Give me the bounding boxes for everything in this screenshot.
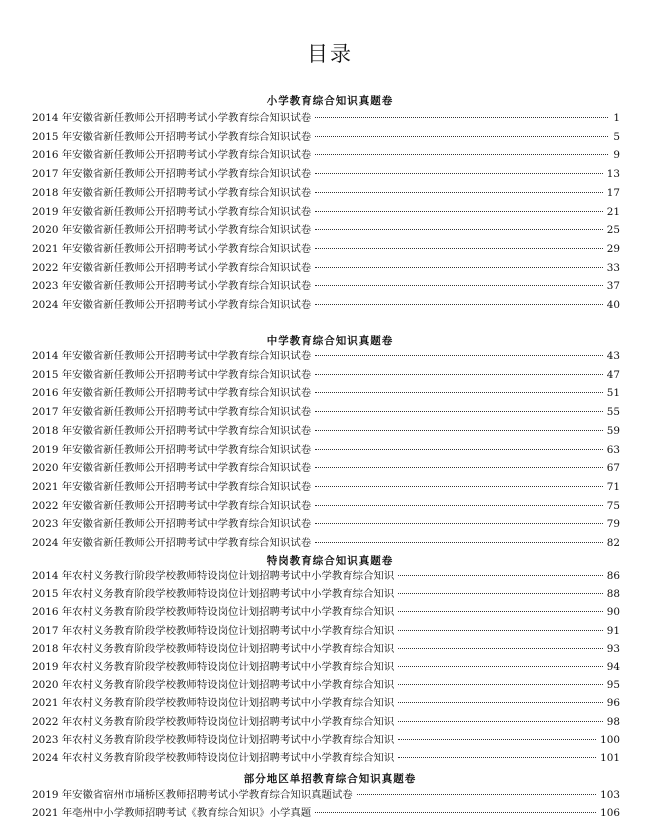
- toc-entry-title: 2017 年安徽省新任教师公开招聘考试小学教育综合知识试卷: [32, 168, 312, 181]
- dot-leader: [398, 575, 603, 576]
- dot-leader: [315, 248, 603, 249]
- toc-entry-title: 2016 年农村义务教育阶段学校教师特设岗位计划招聘考试中小学教育综合知识: [32, 606, 395, 619]
- toc-entry[interactable]: [32, 640, 620, 656]
- toc-entry[interactable]: [32, 259, 620, 275]
- toc-entry[interactable]: [32, 515, 620, 531]
- toc-entry-title: 2019 年安徽省新任教师公开招聘考试小学教育综合知识试卷: [32, 205, 312, 218]
- dot-leader: [398, 593, 603, 594]
- dot-leader: [315, 285, 603, 286]
- dot-leader: [315, 411, 603, 412]
- dot-leader: [398, 684, 603, 685]
- toc-entry-title: 2019 年安徽省新任教师公开招聘考试中学教育综合知识试卷: [32, 443, 312, 456]
- toc-entry-page-number: 40: [606, 299, 620, 311]
- toc-entry-page-number: 101: [600, 752, 620, 764]
- dot-leader: [398, 702, 603, 703]
- toc-entry-title: 2024 年农村义务教育阶段学校教师特设岗位计划招聘考试中小学教育综合知识: [32, 752, 395, 764]
- page-title: 目录: [307, 42, 353, 66]
- dot-leader: [315, 136, 608, 137]
- dot-leader: [315, 374, 603, 375]
- dot-leader: [315, 467, 603, 468]
- toc-entry[interactable]: [32, 497, 620, 513]
- toc-entry-page-number: 63: [606, 443, 620, 456]
- toc-entry-page-number: 43: [606, 350, 620, 362]
- dot-leader: [398, 611, 603, 612]
- toc-entry[interactable]: [32, 277, 620, 293]
- toc-entry[interactable]: [32, 384, 620, 400]
- toc-entry-page-number: 75: [606, 499, 620, 512]
- toc-entry-page-number: 55: [606, 406, 620, 419]
- toc-entry-title: 2022 年农村义务教育阶段学校教师特设岗位计划招聘考试中小学教育综合知识: [32, 715, 395, 728]
- toc-entry[interactable]: [32, 347, 620, 363]
- dot-leader: [398, 630, 603, 631]
- toc-entry-page-number: 37: [606, 280, 620, 293]
- toc-entry[interactable]: [32, 478, 620, 494]
- dot-leader: [315, 523, 603, 524]
- toc-entry-page-number: 47: [606, 368, 620, 381]
- toc-entry-page-number: 79: [606, 518, 620, 531]
- dot-leader: [315, 173, 603, 174]
- dot-leader: [315, 304, 603, 305]
- toc-entry[interactable]: [32, 567, 620, 583]
- toc-entry[interactable]: [32, 221, 620, 237]
- toc-entry[interactable]: [32, 749, 620, 765]
- dot-leader: [315, 267, 603, 268]
- toc-entry-page-number: 59: [606, 424, 620, 437]
- dot-leader: [315, 192, 603, 193]
- toc-entry-title: 2023 年安徽省新任教师公开招聘考试中学教育综合知识试卷: [32, 518, 312, 531]
- toc-entry-page-number: 91: [606, 624, 620, 637]
- toc-entry[interactable]: [32, 534, 620, 550]
- toc-entry-page-number: 1: [613, 112, 620, 124]
- dot-leader: [315, 505, 603, 506]
- toc-entry[interactable]: [32, 296, 620, 312]
- toc-entry[interactable]: [32, 459, 620, 475]
- section-heading: 特岗教育综合知识真题卷: [266, 555, 394, 567]
- toc-entry-page-number: 13: [606, 168, 620, 181]
- dot-leader: [398, 757, 596, 758]
- toc-entry-title: 2020 年安徽省新任教师公开招聘考试小学教育综合知识试卷: [32, 224, 312, 237]
- toc-entry[interactable]: [32, 184, 620, 200]
- toc-entry-page-number: 103: [600, 789, 620, 801]
- toc-entry-title: 2017 年农村义务教育阶段学校教师特设岗位计划招聘考试中小学教育综合知识: [32, 624, 395, 637]
- toc-entry-page-number: 33: [606, 261, 620, 274]
- toc-entry[interactable]: [32, 366, 620, 382]
- toc-entry[interactable]: [32, 128, 620, 144]
- toc-entry-title: 2021 年农村义务教育阶段学校教师特设岗位计划招聘考试中小学教育综合知识: [32, 697, 395, 710]
- toc-entry-page-number: 88: [606, 588, 620, 601]
- toc-entry-page-number: 90: [606, 606, 620, 619]
- section-heading: 小学教育综合知识真题卷: [266, 95, 394, 107]
- toc-entry-title: 2020 年安徽省新任教师公开招聘考试中学教育综合知识试卷: [32, 462, 312, 475]
- toc-entry[interactable]: [32, 403, 620, 419]
- toc-entry[interactable]: [32, 676, 620, 692]
- toc-entry-title: 2020 年农村义务教育阶段学校教师特设岗位计划招聘考试中小学教育综合知识: [32, 679, 395, 692]
- dot-leader: [398, 721, 603, 722]
- toc-entry[interactable]: [32, 603, 620, 619]
- dot-leader: [315, 812, 596, 813]
- toc-entry-page-number: 71: [606, 480, 620, 493]
- toc-entry-title: 2015 年安徽省新任教师公开招聘考试小学教育综合知识试卷: [32, 130, 312, 143]
- toc-entry-title: 2016 年安徽省新任教师公开招聘考试小学教育综合知识试卷: [32, 149, 312, 162]
- toc-entry-page-number: 21: [606, 205, 620, 218]
- toc-entry-page-number: 25: [606, 224, 620, 237]
- toc-entry-page-number: 98: [606, 715, 620, 728]
- dot-leader: [315, 542, 603, 543]
- toc-entry-title: 2015 年安徽省新任教师公开招聘考试中学教育综合知识试卷: [32, 368, 312, 381]
- dot-leader: [398, 666, 603, 667]
- section-heading: 中学教育综合知识真题卷: [266, 335, 394, 347]
- toc-entry-title: 2019 年安徽省宿州市埇桥区教师招聘考试小学教育综合知识真题试卷: [32, 789, 353, 801]
- dot-leader: [315, 430, 603, 431]
- toc-entry[interactable]: [32, 658, 620, 674]
- toc-entry[interactable]: [32, 804, 620, 820]
- dot-leader: [315, 154, 608, 155]
- toc-entry-page-number: 100: [600, 733, 620, 746]
- toc-entry-page-number: 17: [606, 186, 620, 199]
- toc-entry[interactable]: [32, 165, 620, 181]
- toc-entry[interactable]: [32, 731, 620, 747]
- dot-leader: [315, 486, 603, 487]
- toc-entry-title: 2024 年安徽省新任教师公开招聘考试中学教育综合知识试卷: [32, 537, 312, 549]
- toc-entry[interactable]: [32, 109, 620, 125]
- toc-entry-page-number: 82: [606, 537, 620, 549]
- dot-leader: [315, 229, 603, 230]
- dot-leader: [398, 648, 603, 649]
- toc-entry-page-number: 86: [606, 570, 620, 582]
- toc-entry-title: 2023 年安徽省新任教师公开招聘考试小学教育综合知识试卷: [32, 280, 312, 293]
- toc-entry-title: 2015 年农村义务教育阶段学校教师特设岗位计划招聘考试中小学教育综合知识: [32, 588, 395, 601]
- toc-entry-title: 2022 年安徽省新任教师公开招聘考试中学教育综合知识试卷: [32, 499, 312, 512]
- toc-entry[interactable]: [32, 694, 620, 710]
- dot-leader: [315, 117, 608, 118]
- toc-entry[interactable]: [32, 786, 620, 802]
- toc-entry-title: 2018 年安徽省新任教师公开招聘考试小学教育综合知识试卷: [32, 186, 312, 199]
- dot-leader: [398, 739, 596, 740]
- toc-entry-title: 2019 年农村义务教育阶段学校教师特设岗位计划招聘考试中小学教育综合知识: [32, 661, 395, 673]
- toc-entry-title: 2021 年安徽省新任教师公开招聘考试中学教育综合知识试卷: [32, 480, 312, 493]
- toc-entry[interactable]: [32, 146, 620, 162]
- toc-entry-title: 2018 年农村义务教育阶段学校教师特设岗位计划招聘考试中小学教育综合知识: [32, 642, 395, 655]
- toc-entry[interactable]: [32, 422, 620, 438]
- toc-entry-page-number: 67: [606, 462, 620, 475]
- toc-entry[interactable]: [32, 441, 620, 457]
- toc-entry-page-number: 9: [613, 149, 620, 162]
- dot-leader: [315, 392, 603, 393]
- toc-entry[interactable]: [32, 713, 620, 729]
- toc-entry[interactable]: [32, 585, 620, 601]
- toc-entry[interactable]: [32, 240, 620, 256]
- toc-entry-title: 2021 年安徽省新任教师公开招聘考试小学教育综合知识试卷: [32, 242, 312, 255]
- section-heading: 部分地区单招教育综合知识真题卷: [243, 773, 417, 785]
- dot-leader: [357, 794, 596, 795]
- toc-entry-page-number: 96: [606, 697, 620, 710]
- toc-entry-title: 2023 年农村义务教育阶段学校教师特设岗位计划招聘考试中小学教育综合知识: [32, 733, 395, 746]
- toc-entry[interactable]: [32, 203, 620, 219]
- toc-entry-page-number: 5: [613, 130, 620, 143]
- toc-entry[interactable]: [32, 622, 620, 638]
- toc-entry-title: 2017 年安徽省新任教师公开招聘考试中学教育综合知识试卷: [32, 406, 312, 419]
- dot-leader: [315, 211, 603, 212]
- toc-entry-page-number: 106: [600, 807, 620, 819]
- toc-entry-page-number: 95: [606, 679, 620, 692]
- toc-entry-page-number: 51: [606, 387, 620, 400]
- toc-entry-page-number: 29: [606, 242, 620, 255]
- toc-entry-title: 2018 年安徽省新任教师公开招聘考试中学教育综合知识试卷: [32, 424, 312, 437]
- dot-leader: [315, 449, 603, 450]
- toc-entry-page-number: 94: [606, 661, 620, 673]
- toc-entry-title: 2014 年安徽省新任教师公开招聘考试中学教育综合知识试卷: [32, 350, 312, 362]
- toc-entry-title: 2021 年亳州中小学教师招聘考试《教育综合知识》小学真题: [32, 807, 312, 819]
- toc-entry-title: 2014 年农村义务教行阶段学校教师特设岗位计划招聘考试中小学教育综合知识: [32, 570, 395, 582]
- toc-entry-title: 2022 年安徽省新任教师公开招聘考试小学教育综合知识试卷: [32, 261, 312, 274]
- toc-entry-title: 2024 年安徽省新任教师公开招聘考试小学教育综合知识试卷: [32, 299, 312, 311]
- toc-entry-page-number: 93: [606, 642, 620, 655]
- dot-leader: [315, 355, 603, 356]
- toc-entry-title: 2016 年安徽省新任教师公开招聘考试中学教育综合知识试卷: [32, 387, 312, 400]
- toc-entry-title: 2014 年安徽省新任教师公开招聘考试小学教育综合知识试卷: [32, 112, 312, 124]
